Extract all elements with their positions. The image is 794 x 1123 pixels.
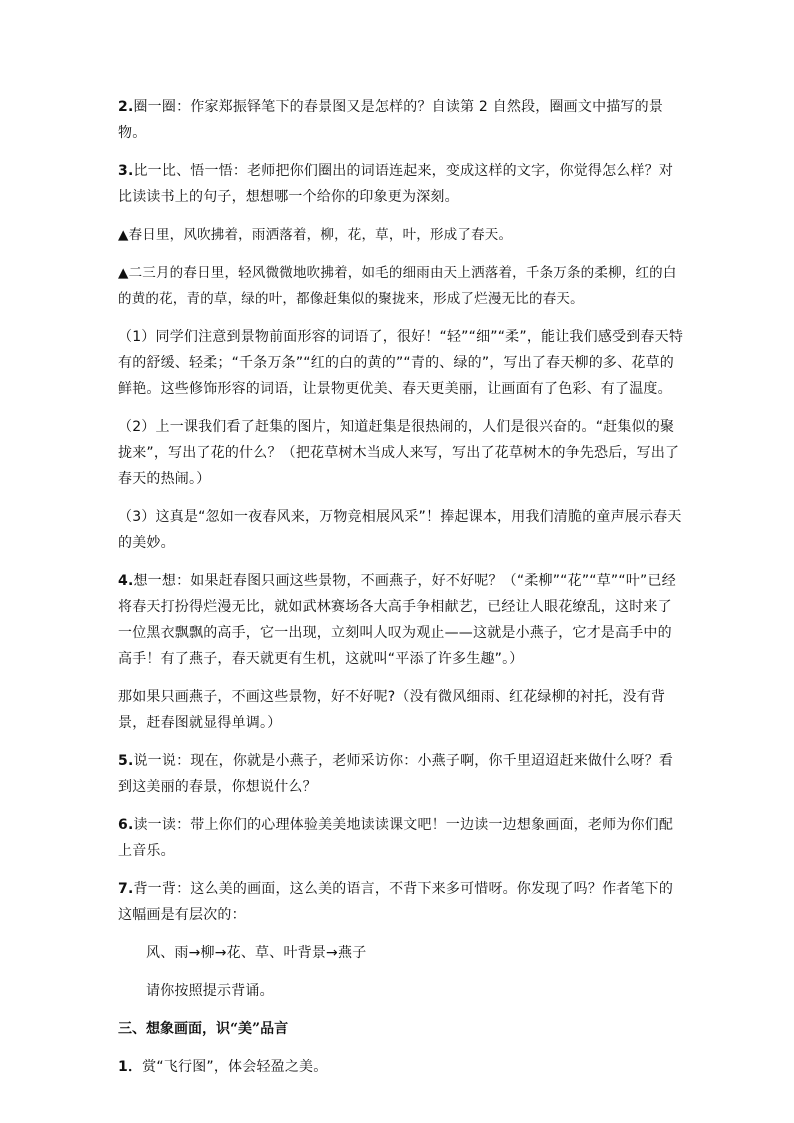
step-text: 背一背：这么美的画面，这么美的语言，不背下来多可惜呀。你发现了吗？作者笔下的这幅画是有层次的： xyxy=(118,881,674,923)
step-number: 5. xyxy=(118,753,134,769)
sub-point-3: （3）这真是“忽如一夜春风来，万物竞相展风采”！捧起课本，用我们清脆的童声展示春天的美妙。 xyxy=(118,509,682,551)
step-4-followup: 那如果只画燕子，不画这些景物，好不好呢?（没有微风细雨、红花绿柳的衬托，没有背景，赶春图就显得单调。） xyxy=(118,689,666,731)
document-page xyxy=(118,94,684,1092)
section-heading: 三、想象画面，识“美”品言 xyxy=(118,1021,289,1037)
recite-instruction: 请你按照提示背诵。 xyxy=(146,983,274,999)
item-text: 赏“飞行图”，体会轻盈之美。 xyxy=(142,1059,328,1075)
step-text: 想一想：如果赶春图只画这些景物，不画燕子，好不好呢？（“柔柳”“花”“草”“叶”已经将春天打扮得烂漫无比，就如武林赛场各大高手争相献艺，已经让人眼花缭乱，这时来了一位黑衣飘飘的高手，它一出现，立刻叫人叹为观止——这就是小燕子，它才是高手中的高手！有了燕子，春天就更有生机，这就叫“平添了许多生趣”。） xyxy=(118,573,676,667)
item-number: 1． xyxy=(118,1059,143,1075)
step-2-circle xyxy=(118,94,684,146)
step-number: 7. xyxy=(118,881,134,897)
step-number: 6. xyxy=(118,817,134,833)
step-4-think xyxy=(118,568,684,672)
sub-point-2: （2）上一课我们看了赶集的图片，知道赶集是很热闹的，人们是很兴奋的。“赶集似的聚拢来”，写出了花的什么？（把花草树木当成人来写，写出了花草树木的争先恐后，写出了春天的热闹。） xyxy=(118,419,680,487)
step-number: 3. xyxy=(118,163,134,179)
step-text: 圈一圈：作家郑振铎笔下的春景图又是怎样的？自读第 2 自然段，圈画文中描写的景物。 xyxy=(118,99,664,141)
sub-point-1: （1）同学们注意到景物前面形容的词语了，很好！“轻”“细”“柔”，能让我们感受到春天特有的舒缓、轻柔；“千条万条”“红的白的黄的”“青的、绿的”，写出了春天柳的多、花草的鲜艳。这些修饰形容的词语，让景物更优美、春天更美丽，让画面有了色彩、有了温度。 xyxy=(118,329,684,397)
step-number: 2. xyxy=(118,99,134,115)
step-number: 4. xyxy=(118,573,134,589)
layer-flow: 风、雨→柳→花、草、叶背景→燕子 xyxy=(146,945,367,961)
comparison-sentence-rich: ▲二三月的春日里，轻风微微地吹拂着，如毛的细雨由天上洒落着，千条万条的柔柳，红的白的黄的花，青的草，绿的叶，都像赶集似的聚拢来，形成了烂漫无比的春天。 xyxy=(118,265,677,307)
step-text: 比一比、悟一悟：老师把你们圈出的词语连起来，变成这样的文字，你觉得怎么样？对比读读书上的句子，想想哪一个给你的印象更为深刻。 xyxy=(118,163,674,205)
step-text: 读一读：带上你们的心理体验美美地读读课文吧！一边读一边想象画面，老师为你们配上音乐。 xyxy=(118,817,674,859)
step-6-read xyxy=(118,812,684,864)
step-text: 说一说：现在，你就是小燕子，老师采访你：小燕子啊，你千里迢迢赶来做什么呀？看到这美丽的春景，你想说什么？ xyxy=(118,753,674,795)
comparison-sentence-plain: ▲春日里，风吹拂着，雨洒落着，柳，花，草，叶，形成了春天。 xyxy=(118,227,513,243)
step-5-speak xyxy=(118,748,684,800)
step-3-compare xyxy=(118,158,684,210)
step-7-recite xyxy=(118,876,684,928)
section-item-1 xyxy=(118,1054,684,1080)
